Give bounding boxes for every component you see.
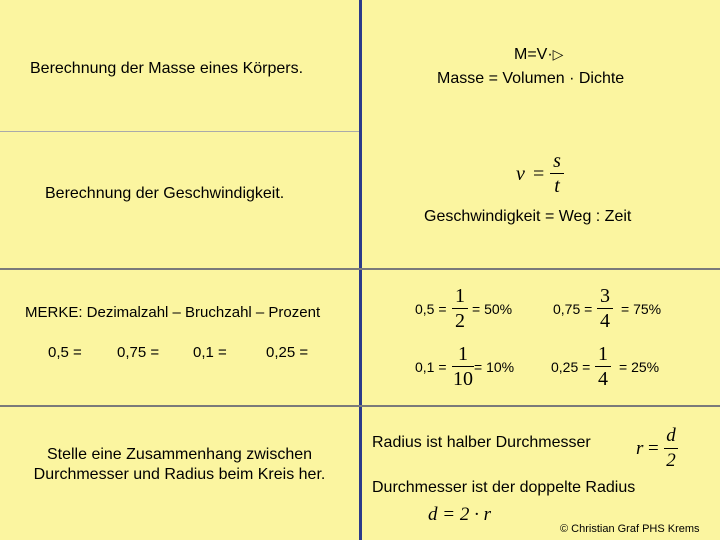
radius-formula-lhs: r bbox=[636, 438, 644, 459]
merke-item: 0,5 = bbox=[48, 344, 82, 361]
radius-formula-eq: = bbox=[648, 438, 659, 459]
mass-heading: Berechnung der Masse eines Körpers. bbox=[30, 60, 304, 77]
denominator: 4 bbox=[598, 368, 608, 390]
circle-task-line1: Stelle eine Zusammenhang zwischen bbox=[46, 446, 313, 463]
conversion-fraction bbox=[597, 285, 613, 332]
denominator: 10 bbox=[453, 368, 473, 390]
mass-formula-text: M=V· bbox=[514, 46, 553, 63]
conversion-decimal: 0,75 = bbox=[553, 301, 593, 317]
merke-item: 0,1 = bbox=[193, 344, 227, 361]
speed-words: Geschwindigkeit = Weg : Zeit bbox=[424, 208, 632, 225]
circle-task-line2: Durchmesser und Radius beim Kreis her. bbox=[33, 466, 326, 483]
diameter-formula: d = 2 · r bbox=[428, 504, 491, 525]
denominator: 2 bbox=[666, 450, 676, 471]
speed-formula-v: v bbox=[516, 163, 525, 185]
speed-denominator: t bbox=[554, 175, 560, 197]
conversion-decimal: 0,25 = bbox=[551, 359, 591, 375]
divider-merke-circle bbox=[0, 405, 720, 407]
speed-formula-fraction bbox=[550, 150, 564, 197]
numerator: d bbox=[666, 425, 676, 446]
merke-item: 0,75 = bbox=[117, 344, 160, 361]
copyright: © Christian Graf PHS Krems bbox=[560, 523, 700, 535]
conversion-percent: = 75% bbox=[621, 301, 662, 317]
conversion-percent: = 50% bbox=[472, 301, 513, 317]
mass-formula-words: Masse = Volumen · Dichte bbox=[437, 70, 625, 87]
radius-formula-fraction bbox=[664, 425, 678, 472]
denominator: 2 bbox=[455, 310, 465, 332]
mass-formula bbox=[514, 46, 563, 64]
denominator: 4 bbox=[600, 310, 610, 332]
numerator: 1 bbox=[598, 343, 608, 365]
conversion-decimal: 0,1 = bbox=[415, 359, 447, 375]
speed-heading: Berechnung der Geschwindigkeit. bbox=[45, 185, 285, 202]
conversion-percent: = 25% bbox=[619, 359, 660, 375]
merke-title: MERKE: Dezimalzahl – Bruchzahl – Prozent bbox=[25, 304, 321, 321]
conversion-decimal: 0,5 = bbox=[415, 301, 447, 317]
divider-speed-merke bbox=[0, 268, 720, 270]
conversion-percent: = 10% bbox=[474, 359, 515, 375]
radius-text: Radius ist halber Durchmesser bbox=[372, 434, 591, 451]
rho-icon: ▷ bbox=[552, 46, 564, 62]
merke-item: 0,25 = bbox=[266, 344, 309, 361]
conversion-fraction bbox=[452, 343, 474, 390]
speed-formula-eq: = bbox=[533, 163, 545, 185]
numerator: 3 bbox=[600, 285, 610, 307]
vertical-divider bbox=[359, 0, 362, 540]
conversion-fraction bbox=[452, 285, 468, 332]
diameter-text: Durchmesser ist der doppelte Radius bbox=[372, 479, 636, 496]
numerator: 1 bbox=[455, 285, 465, 307]
circle-task bbox=[0, 446, 359, 484]
speed-numerator: s bbox=[553, 150, 561, 172]
divider-mass-speed-left bbox=[0, 131, 359, 132]
numerator: 1 bbox=[458, 343, 468, 365]
conversion-fraction bbox=[595, 343, 611, 390]
